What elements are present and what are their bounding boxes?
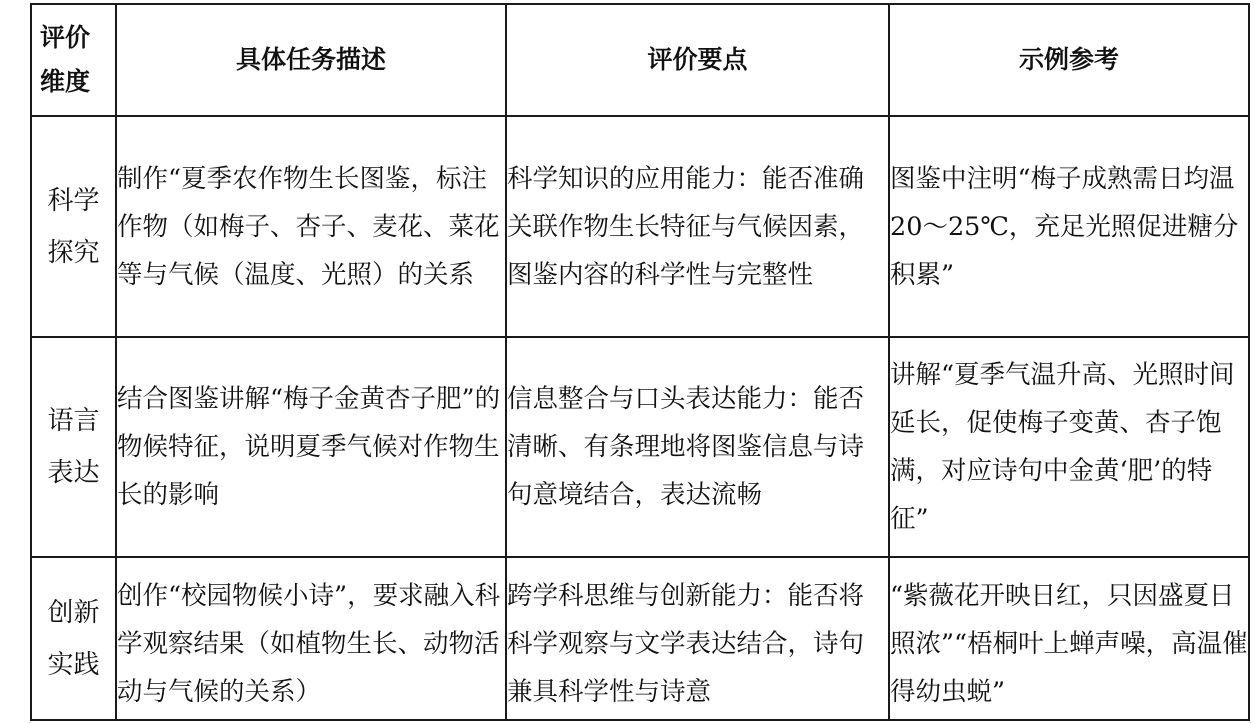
header-row [31,4,1249,116]
header-dimension [31,4,116,116]
dimension-cell [31,337,116,557]
dimension-line1: 科学 [47,185,100,216]
dimension-cell [31,557,116,720]
dimension-line1: 创新 [47,597,100,628]
table-row [31,116,1249,337]
points-cell: 跨学科思维与创新能力：能否将科学观察与文学表达结合，诗句兼具科学性与诗意 [506,557,889,720]
header-points: 评价要点 [506,4,889,116]
table-header [31,4,1249,116]
points-cell: 科学知识的应用能力：能否准确关联作物生长特征与气候因素，图鉴内容的科学性与完整性 [506,116,889,337]
dimension-line1: 语言 [47,406,100,436]
example-cell: 图鉴中注明“梅子成熟需日均温 20～25℃，充足光照促进糖分积累” [889,116,1249,337]
table-row [31,557,1249,720]
dimension-line2: 实践 [47,649,100,680]
task-cell: 创作“校园物候小诗”，要求融入科学观察结果（如植物生长、动物活动与气候的关系） [116,557,506,720]
task-cell: 制作“夏季农作物生长图鉴，标注作物（如梅子、杏子、麦花、菜花等与气候（温度、光照）的关系 [116,116,506,337]
header-dimension-line2: 维度 [40,67,91,96]
header-dimension-line1: 评价 [40,23,91,52]
evaluation-table [30,3,1250,721]
table-row [31,337,1249,557]
example-cell: “紫薇花开映日红，只因盛夏日照浓”“梧桐叶上蝉声噪，高温催得幼虫蜕” [889,557,1249,720]
table-body [31,116,1249,720]
header-example: 示例参考 [889,4,1249,116]
task-cell: 结合图鉴讲解“梅子金黄杏子肥”的物候特征，说明夏季气候对作物生长的影响 [116,337,506,557]
dimension-line2: 探究 [47,237,100,268]
dimension-cell [31,116,116,337]
points-cell: 信息整合与口头表达能力：能否清晰、有条理地将图鉴信息与诗句意境结合，表达流畅 [506,337,889,557]
example-cell: 讲解“夏季气温升高、光照时间延长，促使梅子变黄、杏子饱满，对应诗句中金黄‘肥’的特征” [889,337,1249,557]
dimension-line2: 表达 [47,458,100,488]
header-task: 具体任务描述 [116,4,506,116]
